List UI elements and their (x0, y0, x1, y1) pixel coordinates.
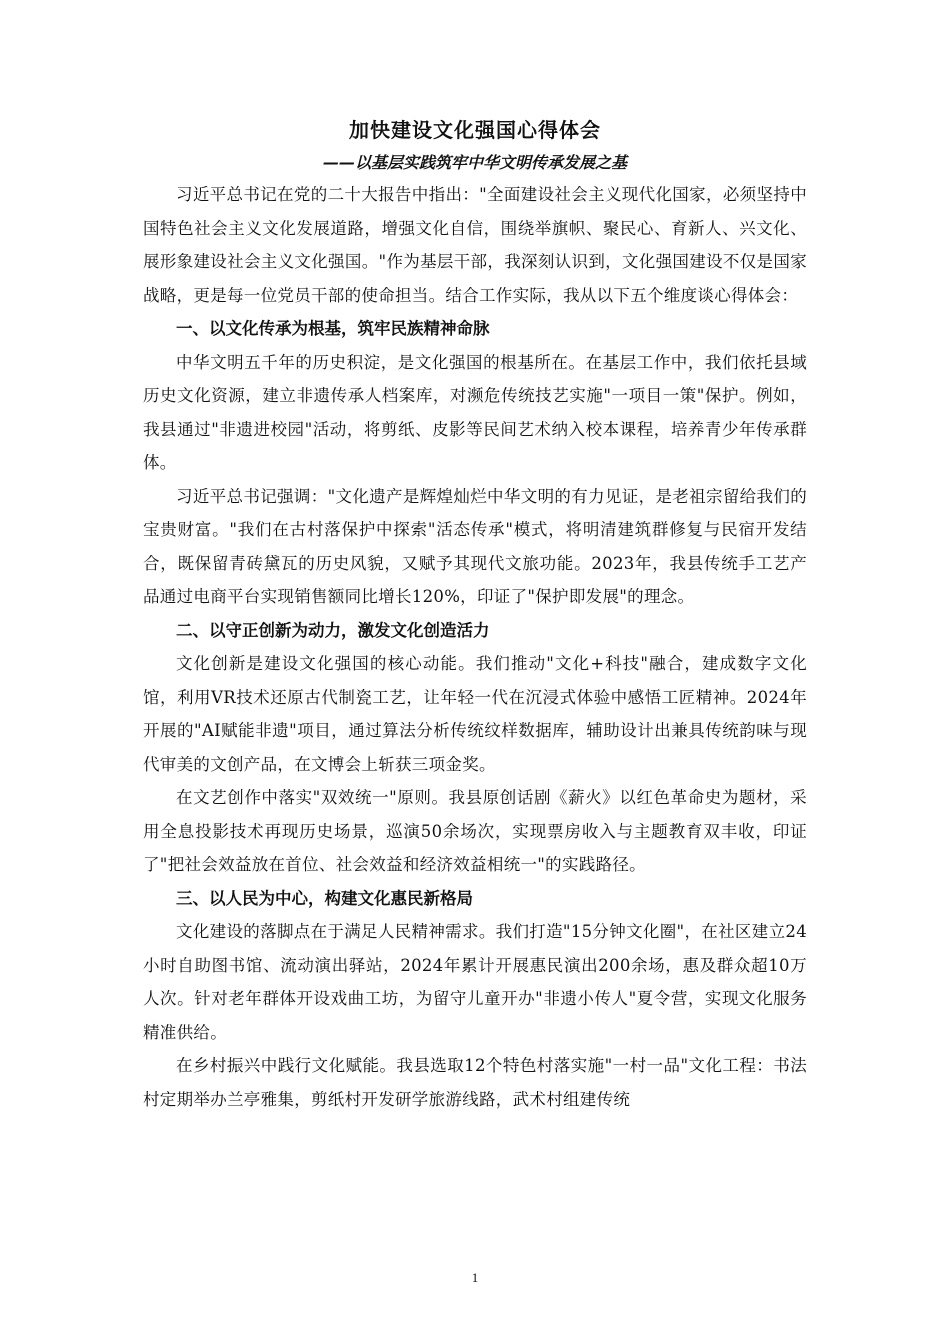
intro-paragraph: 习近平总书记在党的二十大报告中指出："全面建设社会主义现代化国家，必须坚持中国特色社会主义文化发展道路，增强文化自信，围绕举旗帜、聚民心、育新人、兴文化、展形象建设社会主义文化强国。"作为基层干部，我深刻认识到，文化强国建设不仅是国家战略，更是每一位党员干部的使命担当。结合工作实际，我从以下五个维度谈心得体会： (143, 185, 807, 305)
section-1-paragraph-1: 中华文明五千年的历史积淀，是文化强国的根基所在。在基层工作中，我们依托县域历史文化资源，建立非遗传承人档案库，对濒危传统技艺实施"一项目一策"保护。例如，我县通过"非遗进校园"活动，将剪纸、皮影等民间艺术纳入校本课程，培养青少年传承群体。 (143, 352, 807, 472)
section-3-paragraph-2: 在乡村振兴中践行文化赋能。我县选取12个特色村落实施"一村一品"文化工程：书法村定期举办兰亭雅集，剪纸村开发研学旅游线路，武术村组建传统 (143, 1056, 807, 1109)
section-1-paragraph-2: 习近平总书记强调："文化遗产是辉煌灿烂中华文明的有力见证，是老祖宗留给我们的宝贵财富。"我们在古村落保护中探索"活态传承"模式，将明清建筑群修复与民宿开发结合，既保留青砖黛瓦的历史风貌，又赋予其现代文旅功能。2023年，我县传统手工艺产品通过电商平台实现销售额同比增长120%，印证了"保护即发展"的理念。 (143, 486, 807, 606)
section-2-paragraph-1: 文化创新是建设文化强国的核心动能。我们推动"文化+科技"融合，建成数字文化馆，利用VR技术还原古代制瓷工艺，让年轻一代在沉浸式体验中感悟工匠精神。2024年开展的"AI赋能非遗"项目，通过算法分析传统纹样数据库，辅助设计出兼具传统韵味与现代审美的文创产品，在文博会上斩获三项金奖。 (143, 654, 807, 774)
section-3-paragraph-1: 文化建设的落脚点在于满足人民精神需求。我们打造"15分钟文化圈"，在社区建立24小时自助图书馆、流动演出驿站，2024年累计开展惠民演出200余场，惠及群众超10万人次。针对老年群体开设戏曲工坊，为留守儿童开办"非遗小传人"夏令营，实现文化服务精准供给。 (143, 922, 807, 1042)
section-2-paragraph-2: 在文艺创作中落实"双效统一"原则。我县原创话剧《薪火》以红色革命史为题材，采用全息投影技术再现历史场景，巡演50余场次，实现票房收入与主题教育双丰收，印证了"把社会效益放在首位、社会效益和经济效益相统一"的实践路径。 (143, 788, 807, 874)
document-page (143, 112, 807, 1116)
section-heading-1: 一、以文化传承为根基，筑牢民族精神命脉 (176, 319, 490, 338)
page-number: 1 (471, 1270, 479, 1285)
section-heading-3: 三、以人民为中心，构建文化惠民新格局 (176, 888, 473, 908)
document-title: 加快建设文化强国心得体会 (349, 118, 601, 142)
document-subtitle: ——以基层实践筑牢中华文明传承发展之基 (322, 153, 627, 172)
section-heading-2: 二、以守正创新为动力，激发文化创造活力 (176, 620, 490, 640)
